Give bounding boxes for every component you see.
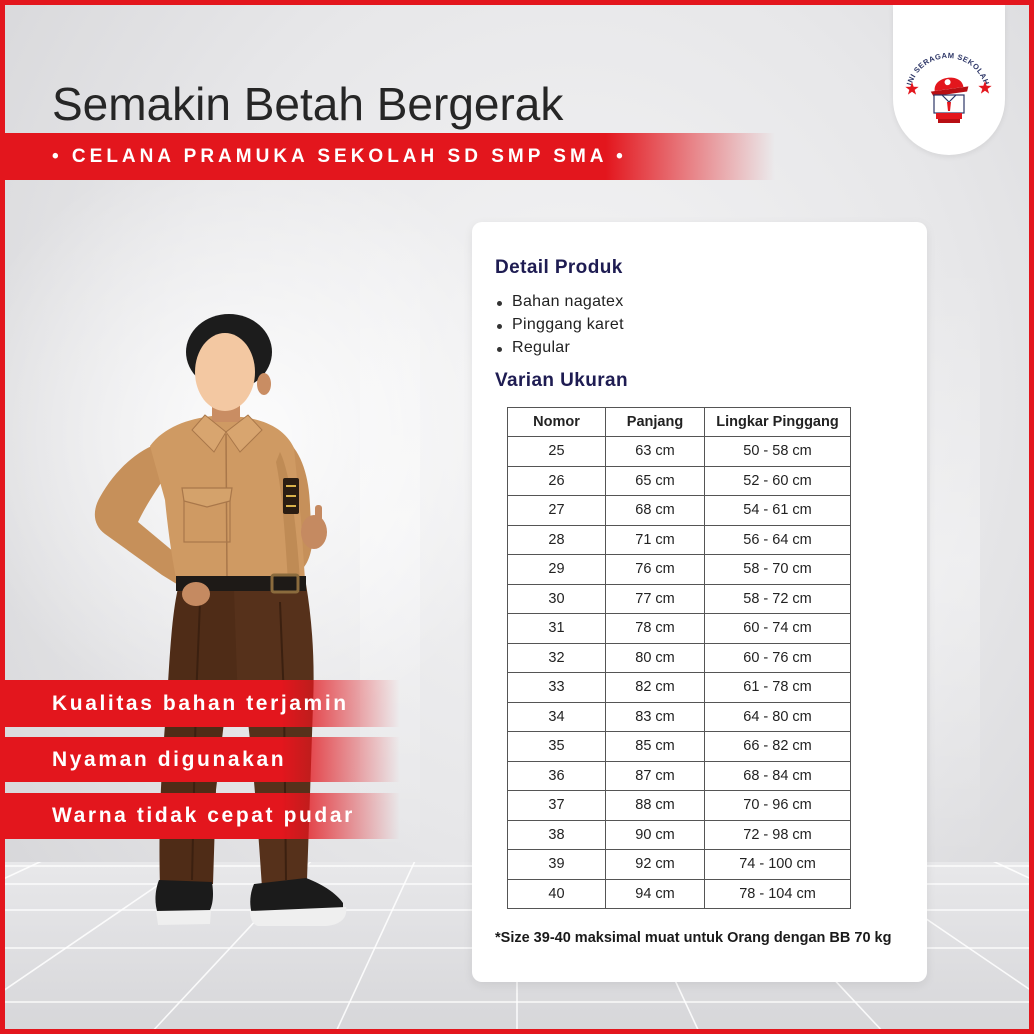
waist-cell: 78 - 104 cm <box>705 879 851 909</box>
table-row <box>508 879 851 909</box>
waist-cell: 74 - 100 cm <box>705 850 851 880</box>
waist-cell: 61 - 78 cm <box>705 673 851 703</box>
length-cell: 65 cm <box>606 466 705 496</box>
size-number-cell: 38 <box>508 820 606 850</box>
size-number-cell: 33 <box>508 673 606 703</box>
size-number-cell: 37 <box>508 791 606 821</box>
model-photo <box>80 300 370 940</box>
model-left-hand <box>182 582 210 606</box>
detail-item <box>495 336 624 359</box>
feature-badge <box>5 737 400 782</box>
size-number-cell: 30 <box>508 584 606 614</box>
length-cell: 68 cm <box>606 496 705 526</box>
feature-label: Kualitas bahan terjamin <box>52 692 349 715</box>
model-pants <box>159 584 313 888</box>
length-cell: 90 cm <box>606 820 705 850</box>
feature-label: Warna tidak cepat pudar <box>52 804 355 827</box>
waist-cell: 56 - 64 cm <box>705 525 851 555</box>
length-cell: 87 cm <box>606 761 705 791</box>
size-number-cell: 36 <box>508 761 606 791</box>
table-row <box>508 791 851 821</box>
size-number-cell: 28 <box>508 525 606 555</box>
length-cell: 71 cm <box>606 525 705 555</box>
length-cell: 78 cm <box>606 614 705 644</box>
waist-cell: 66 - 82 cm <box>705 732 851 762</box>
table-row <box>508 496 851 526</box>
size-number-cell: 26 <box>508 466 606 496</box>
table-row <box>508 584 851 614</box>
table-row <box>508 555 851 585</box>
length-cell: 85 cm <box>606 732 705 762</box>
feature-label: Nyaman digunakan <box>52 748 287 771</box>
detail-item-label: Pinggang karet <box>512 316 624 333</box>
table-row <box>508 850 851 880</box>
detail-item <box>495 290 624 313</box>
waist-cell: 54 - 61 cm <box>705 496 851 526</box>
size-number-cell: 31 <box>508 614 606 644</box>
size-heading: Varian Ukuran <box>495 370 628 391</box>
length-cell: 76 cm <box>606 555 705 585</box>
table-header-cell: Lingkar Pinggang <box>705 408 851 437</box>
length-cell: 94 cm <box>606 879 705 909</box>
size-number-cell: 39 <box>508 850 606 880</box>
table-row <box>508 643 851 673</box>
length-cell: 82 cm <box>606 673 705 703</box>
table-row <box>508 437 851 467</box>
waist-cell: 72 - 98 cm <box>705 820 851 850</box>
length-cell: 77 cm <box>606 584 705 614</box>
detail-heading: Detail Produk <box>495 257 623 278</box>
detail-item-label: Bahan nagatex <box>512 293 624 310</box>
length-cell: 63 cm <box>606 437 705 467</box>
shirt-placket <box>226 434 227 580</box>
length-cell: 88 cm <box>606 791 705 821</box>
length-cell: 83 cm <box>606 702 705 732</box>
model-head <box>186 314 272 411</box>
size-footnote: *Size 39-40 maksimal muat untuk Orang dengan BB 70 kg <box>495 930 892 946</box>
table-row <box>508 525 851 555</box>
cap-icon <box>929 75 969 96</box>
size-number-cell: 25 <box>508 437 606 467</box>
waist-cell: 58 - 72 cm <box>705 584 851 614</box>
table-header-cell: Panjang <box>606 408 705 437</box>
table-header-cell: Nomor <box>508 408 606 437</box>
bullet-icon <box>497 324 502 329</box>
headline-title: Semakin Betah Bergerak <box>52 78 564 130</box>
light-column <box>930 260 980 860</box>
category-banner-text: • CELANA PRAMUKA SEKOLAH SD SMP SMA • <box>52 146 627 167</box>
table-row <box>508 614 851 644</box>
detail-item-label: Regular <box>512 339 571 356</box>
waist-cell: 70 - 96 cm <box>705 791 851 821</box>
size-number-cell: 34 <box>508 702 606 732</box>
table-row <box>508 761 851 791</box>
waist-cell: 60 - 76 cm <box>705 643 851 673</box>
detail-list <box>495 290 624 359</box>
bullet-icon <box>497 301 502 306</box>
size-number-cell: 40 <box>508 879 606 909</box>
size-number-cell: 32 <box>508 643 606 673</box>
school-uniform-logo-icon <box>893 5 1005 155</box>
length-cell: 80 cm <box>606 643 705 673</box>
size-number-cell: 27 <box>508 496 606 526</box>
category-banner <box>5 133 775 180</box>
table-header-row <box>508 408 851 437</box>
waist-cell: 64 - 80 cm <box>705 702 851 732</box>
waist-cell: 58 - 70 cm <box>705 555 851 585</box>
bullet-icon <box>497 347 502 352</box>
size-number-cell: 35 <box>508 732 606 762</box>
table-row <box>508 732 851 762</box>
brand-logo <box>893 5 1005 155</box>
folded-uniform-icon <box>934 95 964 123</box>
scout-badge-icon <box>283 478 299 514</box>
size-number-cell: 29 <box>508 555 606 585</box>
table-row <box>508 820 851 850</box>
table-row <box>508 466 851 496</box>
detail-item <box>495 313 624 336</box>
feature-badge <box>5 793 400 839</box>
waist-cell: 68 - 84 cm <box>705 761 851 791</box>
model-shoes <box>155 878 346 926</box>
length-cell: 92 cm <box>606 850 705 880</box>
table-row <box>508 702 851 732</box>
table-row <box>508 673 851 703</box>
product-detail-card <box>472 222 927 982</box>
feature-badge <box>5 680 400 727</box>
size-table <box>507 407 851 909</box>
size-table-body <box>508 437 851 909</box>
logo-arc-text: INI SERAGAM SEKOLAH <box>904 50 992 87</box>
waist-cell: 52 - 60 cm <box>705 466 851 496</box>
waist-cell: 60 - 74 cm <box>705 614 851 644</box>
waist-cell: 50 - 58 cm <box>705 437 851 467</box>
